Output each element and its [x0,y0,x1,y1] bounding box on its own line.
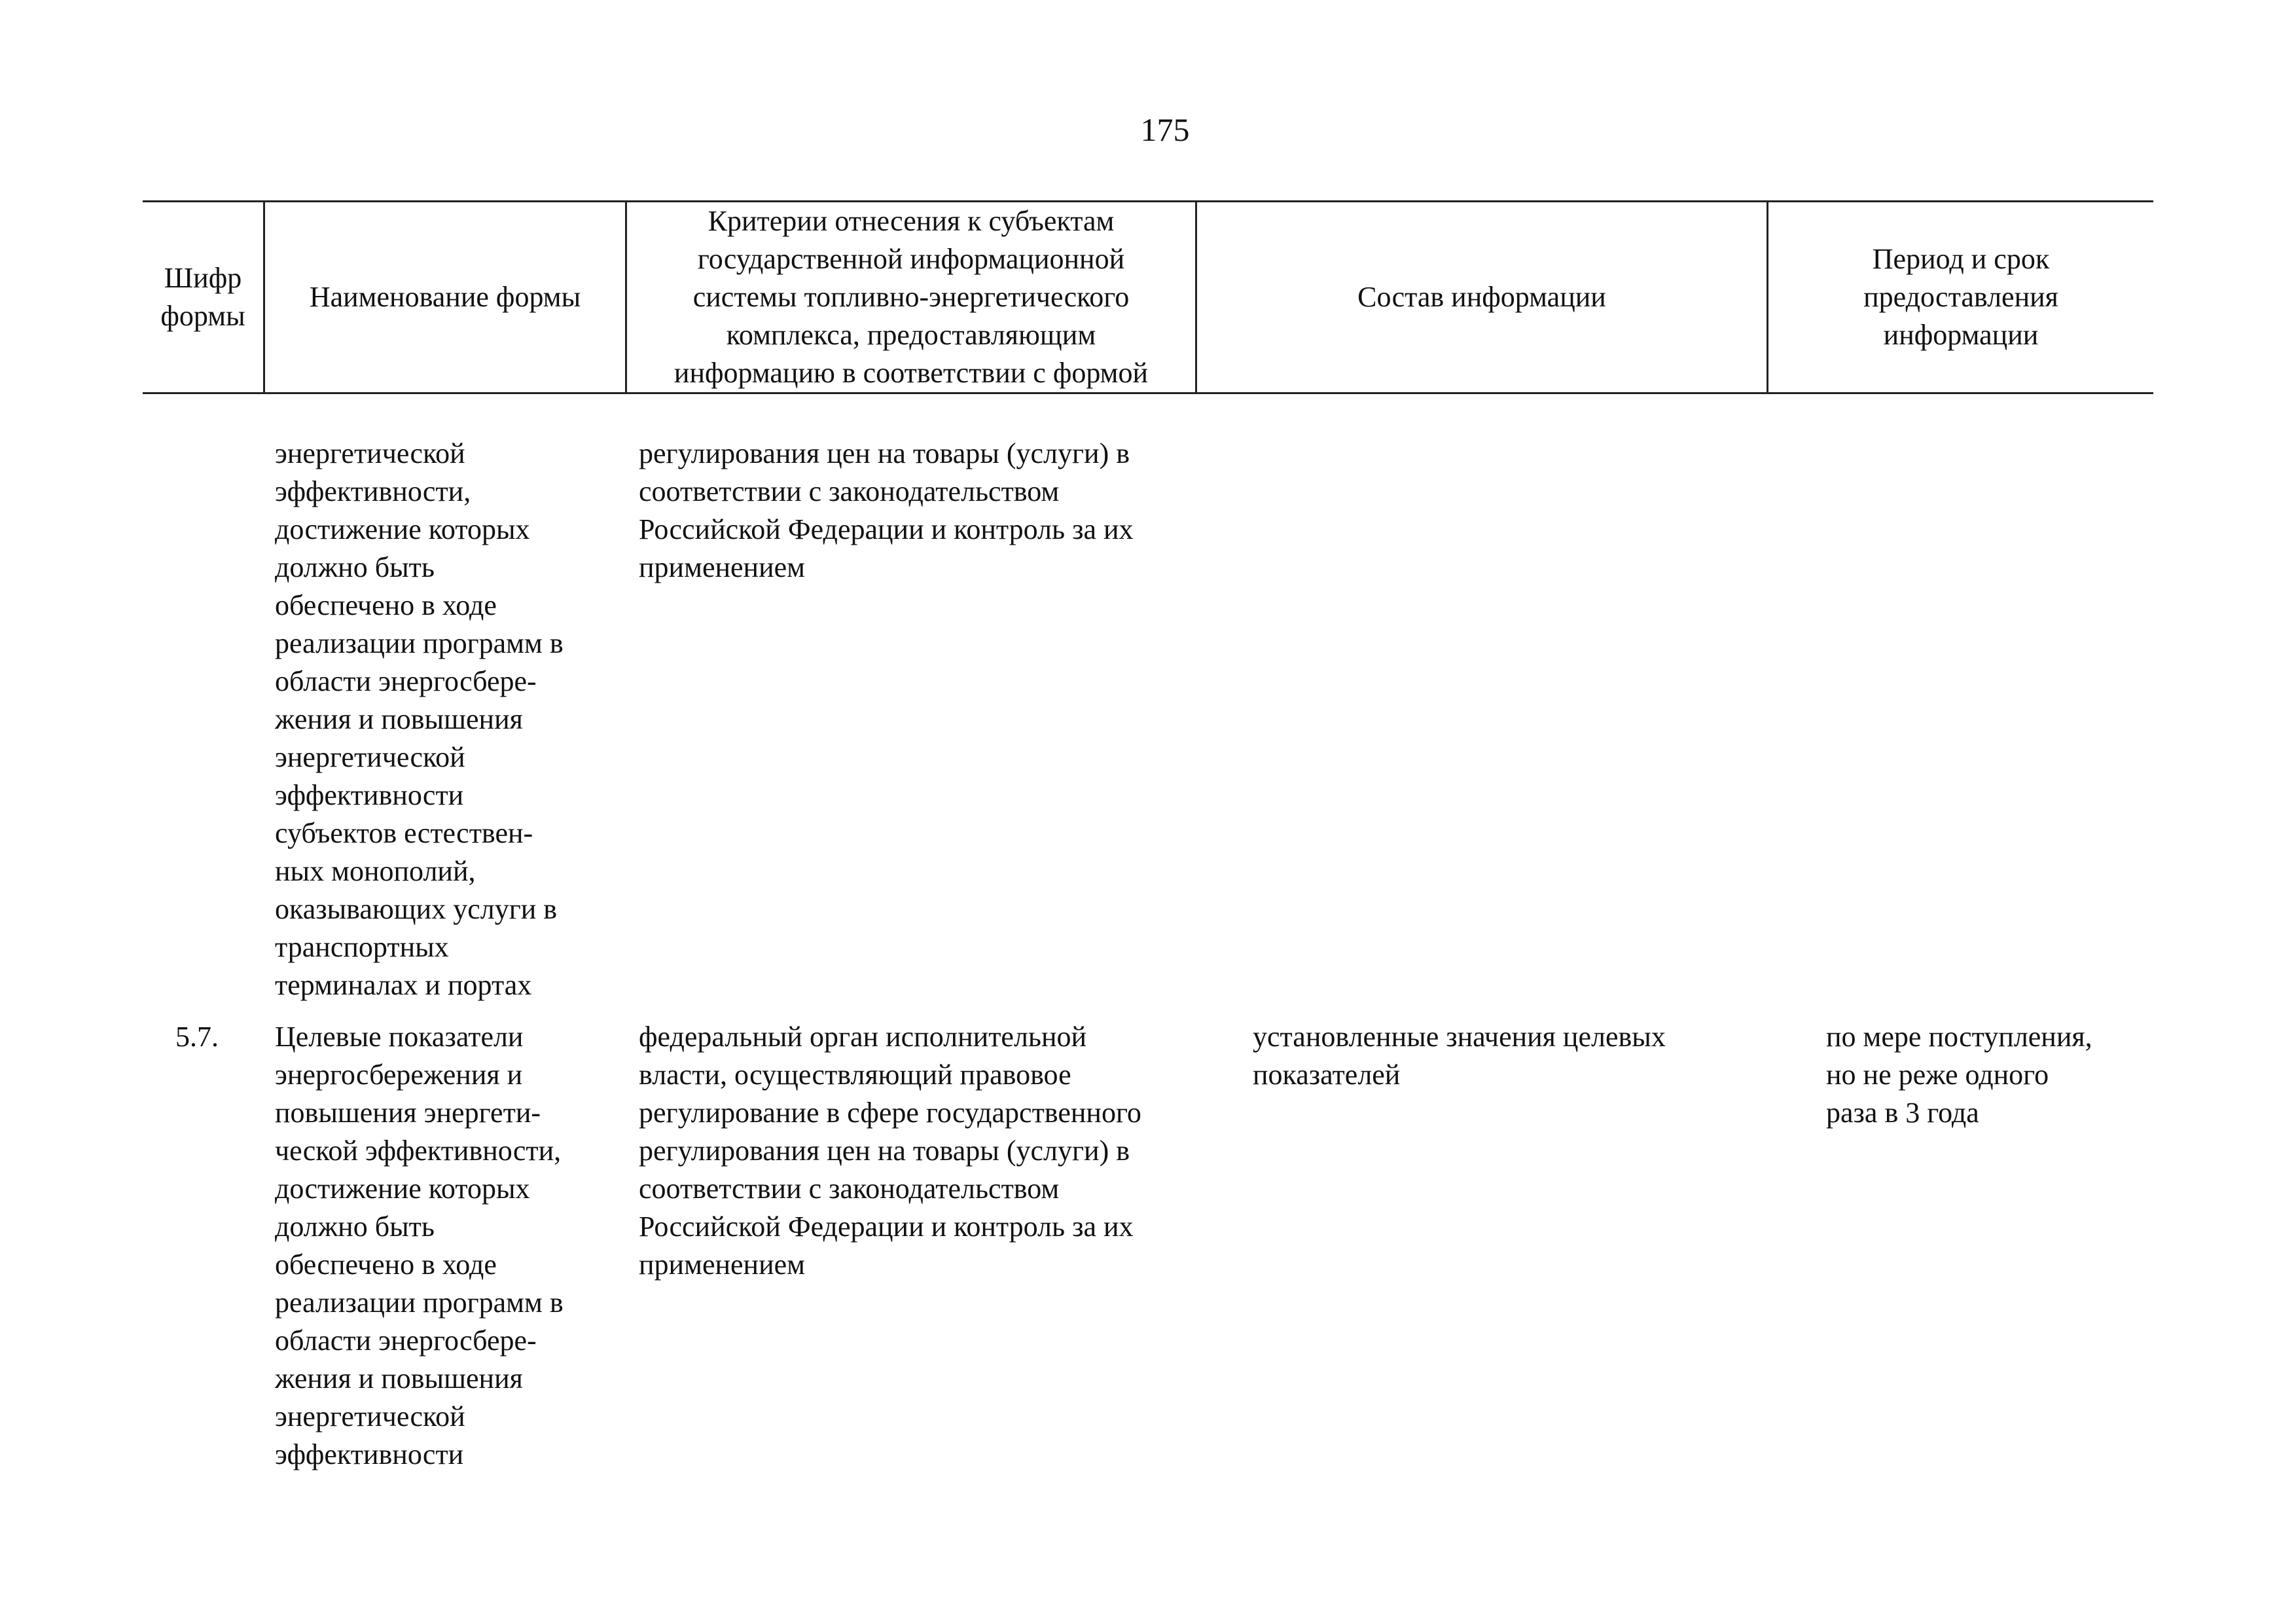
table-header [143,200,2153,394]
header-code: Шифр формы [160,262,245,332]
row-period: по мере поступления, но не реже одного раза в 3 года [1826,1021,2092,1129]
row-code: 5.7. [175,1021,219,1053]
row-content: установленные значения целевых показателей [1253,1021,1666,1091]
header-content: Состав информации [1357,281,1606,313]
header-period: Период и срок предоставления информации [1863,243,2058,351]
header-criteria: Критерии отнесения к субъектам государственной информационной системы топливно-энергетического комплекса, предоставляющим информацию в соответствии с формой [673,205,1149,389]
header-form-name: Наименование формы [309,281,581,313]
row-criteria: федеральный орган исполнительной власти, осуществляющий правовое регулирование в сфере государственного регулирования цен на товары (услуги) в соответствии с законодательством Российской Федерации и контроль за их применением [639,1021,1141,1281]
row-form-name: Целевые показатели энергосбережения и повышения энергети- ческой эффективности, достижение которых должно быть обеспечено в ходе реализации программ в области энергосбере- жения и повышения энергетической эффективности [275,1021,564,1470]
row-form-name: энергетической эффективности, достижение которых должно быть обеспечено в ходе реализации программ в области энергосбере- жения и повышения энергетической эффективности субъектов естествен- ных монополий, оказывающих услуги в транспортных терминалах и портах [275,437,564,1001]
row-criteria: регулирования цен на товары (услуги) в соответствии с законодательством Российской Федерации и контроль за их применением [639,437,1134,583]
page-number: 175 [1140,111,1190,148]
